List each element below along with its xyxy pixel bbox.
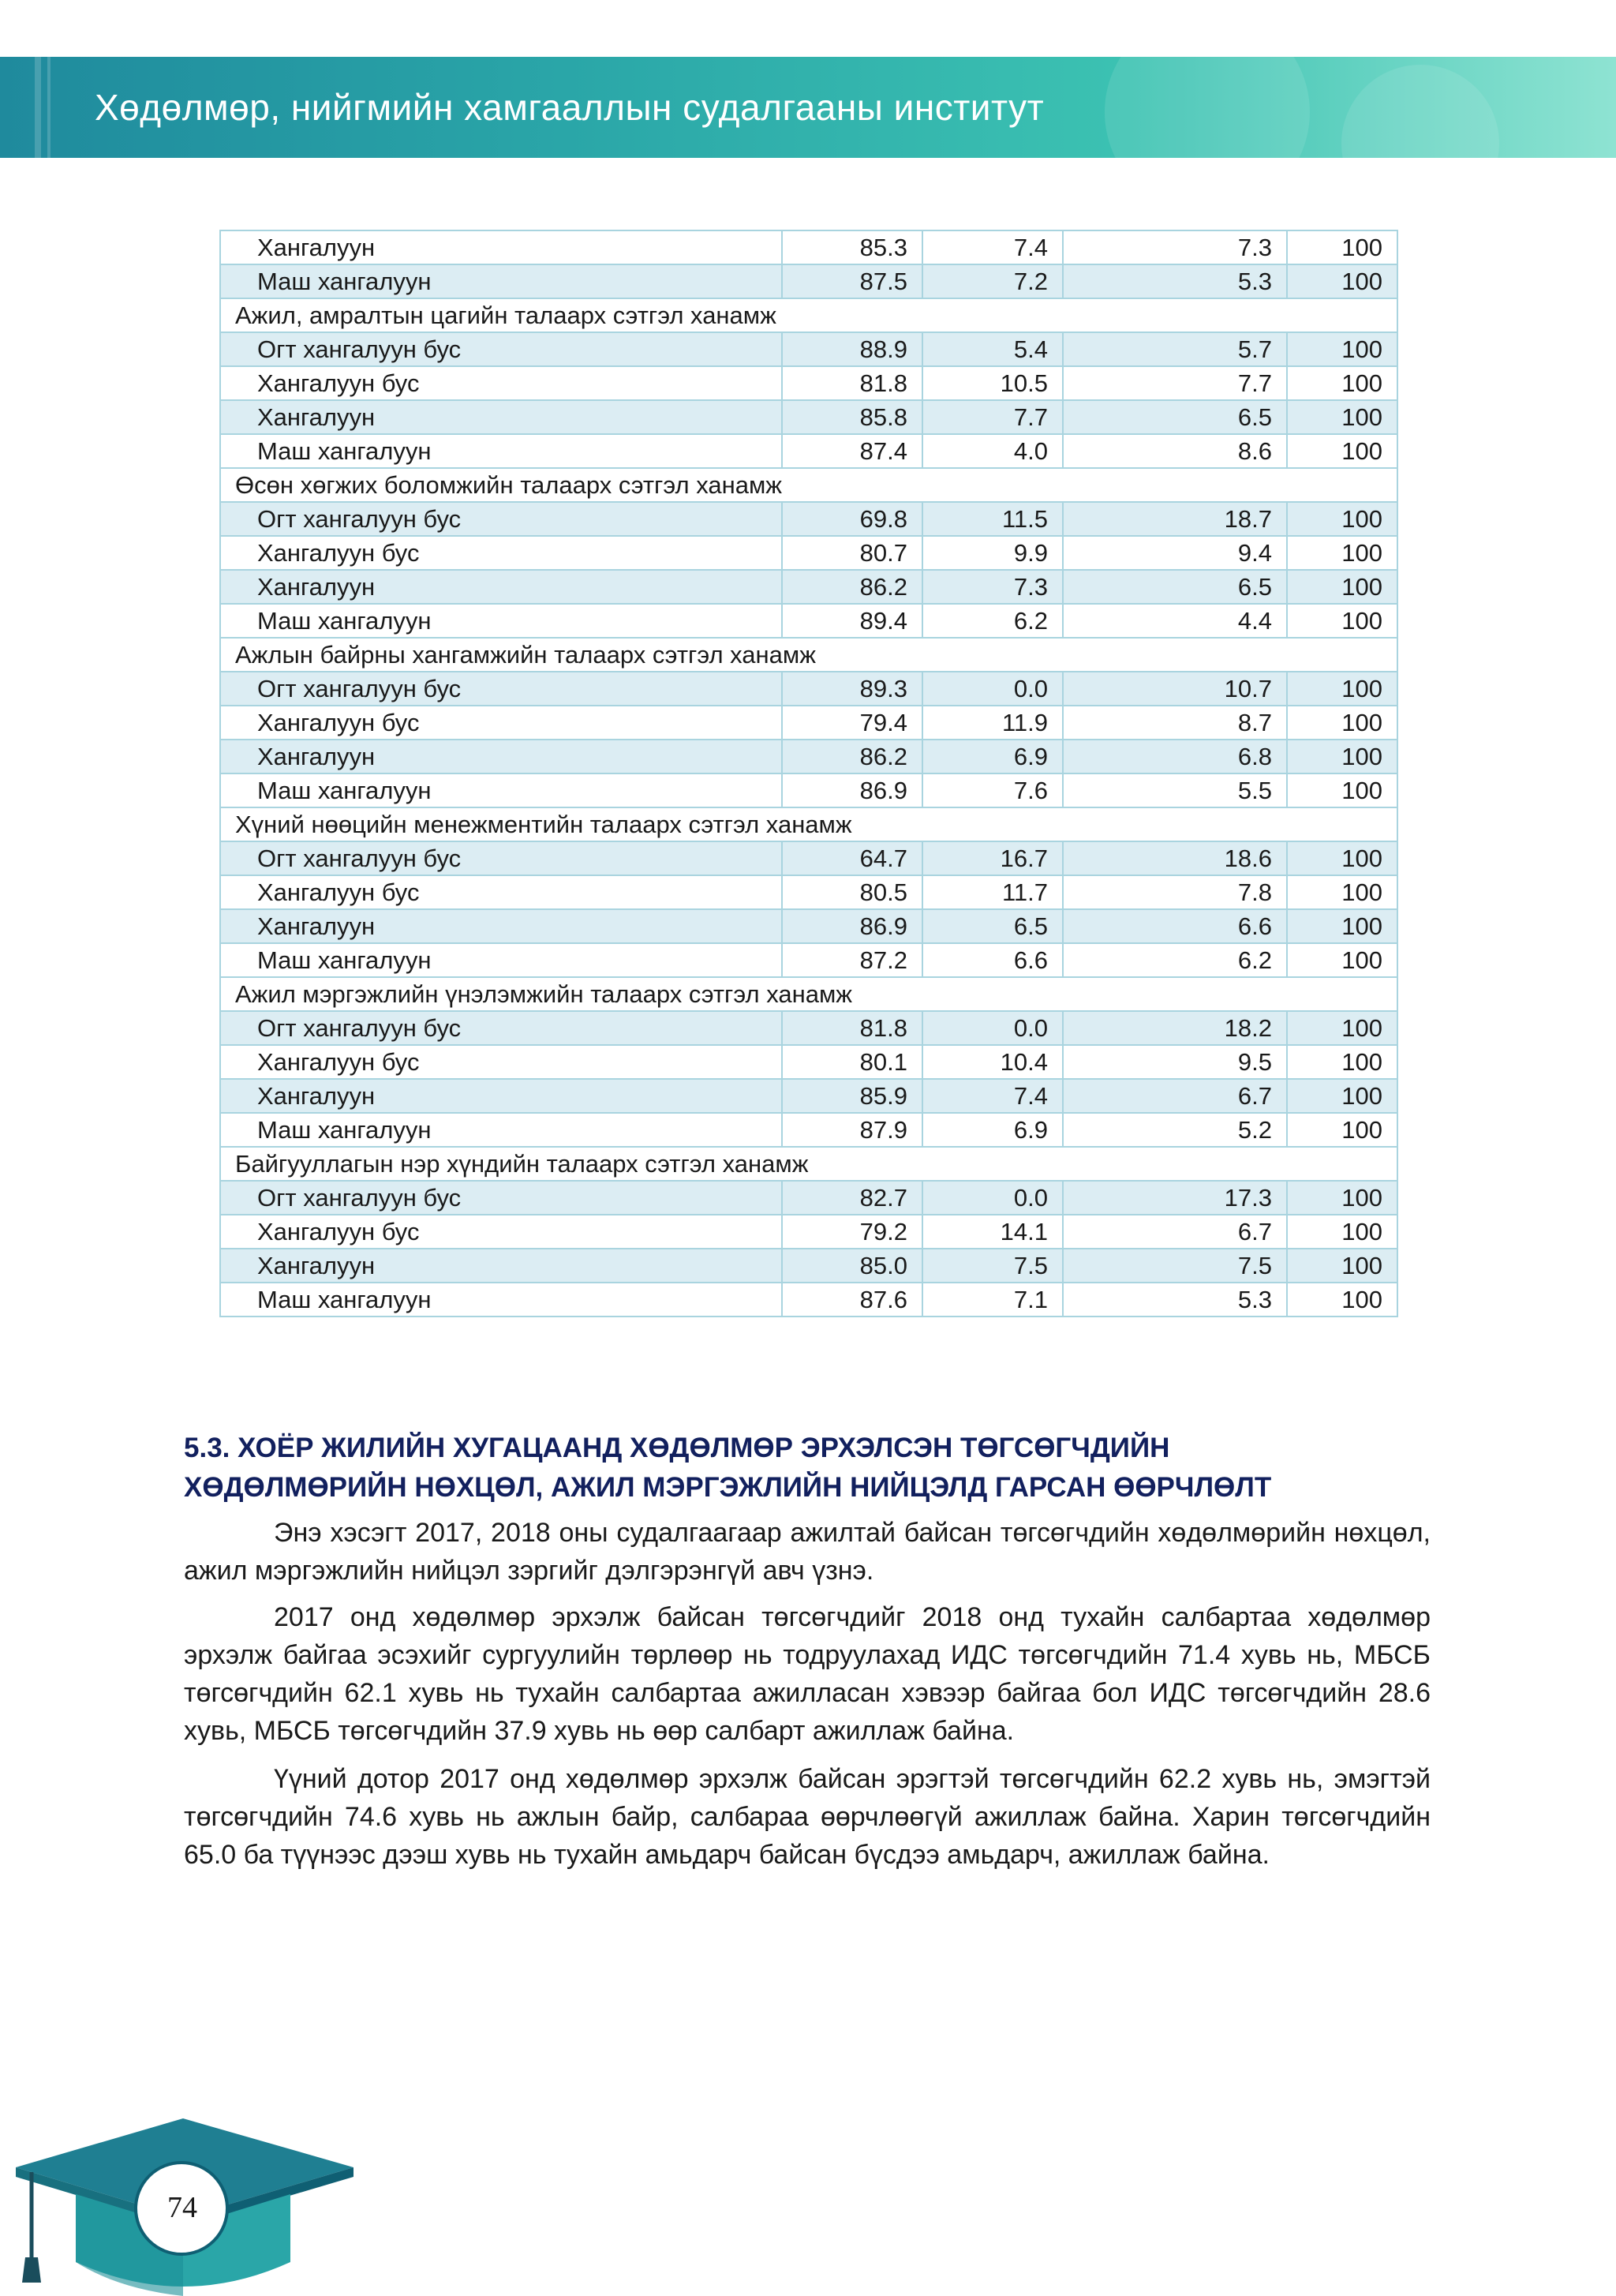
table-row bbox=[220, 536, 1397, 570]
row-label: Хангалуун бус bbox=[220, 366, 782, 400]
table-row bbox=[220, 400, 1397, 434]
row-label: Хангалуун бус bbox=[220, 706, 782, 740]
cell-value: 100 bbox=[1287, 1011, 1397, 1045]
table-group-row bbox=[220, 1147, 1397, 1181]
cell-value: 6.7 bbox=[1063, 1215, 1287, 1249]
row-label: Хангалуун bbox=[220, 400, 782, 434]
table-row bbox=[220, 264, 1397, 298]
cell-value: 8.7 bbox=[1063, 706, 1287, 740]
cell-value: 18.6 bbox=[1063, 841, 1287, 875]
banner-decoration bbox=[1341, 65, 1499, 158]
group-label: Өсөн хөгжих боломжийн талаарх сэтгэл ханамж bbox=[220, 468, 1397, 502]
row-label: Маш хангалуун bbox=[220, 604, 782, 638]
cell-value: 64.7 bbox=[782, 841, 922, 875]
cell-value: 81.8 bbox=[782, 1011, 922, 1045]
cell-value: 7.4 bbox=[922, 1079, 1063, 1113]
row-label: Хангалуун bbox=[220, 1249, 782, 1283]
cell-value: 86.2 bbox=[782, 570, 922, 604]
cell-value: 86.9 bbox=[782, 773, 922, 807]
cell-value: 100 bbox=[1287, 1045, 1397, 1079]
table-row bbox=[220, 875, 1397, 909]
cell-value: 7.7 bbox=[922, 400, 1063, 434]
cell-value: 86.9 bbox=[782, 909, 922, 943]
table-row bbox=[220, 230, 1397, 264]
cell-value: 5.5 bbox=[1063, 773, 1287, 807]
cell-value: 89.4 bbox=[782, 604, 922, 638]
table-row bbox=[220, 943, 1397, 977]
paragraph: Үүний дотор 2017 онд хөдөлмөр эрхэлж байсан эрэгтэй төгсөгчдийн 62.2 хувь нь, эмэгтэй төгсөгчдийн 74.6 хувь нь ажлын байр, салбараа өөрчлөөгүй ажиллаж байна. Харин төгсөгчдийн 65.0 ба түүнээс дээш хувь нь тухайн амьдарч байсан бүсдээ амьдарч, ажиллаж байна. bbox=[184, 1764, 1431, 1870]
table-row bbox=[220, 706, 1397, 740]
row-label: Огт хангалуун бус bbox=[220, 502, 782, 536]
row-label: Огт хангалуун бус bbox=[220, 1181, 782, 1215]
cell-value: 100 bbox=[1287, 502, 1397, 536]
table-row bbox=[220, 434, 1397, 468]
table-row bbox=[220, 1283, 1397, 1317]
table-row bbox=[220, 1181, 1397, 1215]
page-number: 74 bbox=[167, 2191, 197, 2224]
row-label: Маш хангалуун bbox=[220, 943, 782, 977]
satisfaction-table bbox=[219, 230, 1398, 1317]
group-label: Ажил мэргэжлийн үнэлэмжийн талаарх сэтгэл ханамж bbox=[220, 977, 1397, 1011]
cell-value: 7.3 bbox=[1063, 230, 1287, 264]
banner-stripe bbox=[35, 57, 41, 158]
table-row bbox=[220, 1079, 1397, 1113]
cell-value: 0.0 bbox=[922, 672, 1063, 706]
table-row bbox=[220, 841, 1397, 875]
cell-value: 100 bbox=[1287, 1215, 1397, 1249]
cell-value: 100 bbox=[1287, 773, 1397, 807]
cell-value: 11.5 bbox=[922, 502, 1063, 536]
section-heading-line-2: ХӨДӨЛМӨРИЙН НӨХЦӨЛ, АЖИЛ МЭРГЭЖЛИЙН НИЙЦЭЛД ГАРСАН ӨӨРЧЛӨЛТ bbox=[184, 1472, 1272, 1503]
cell-value: 69.8 bbox=[782, 502, 922, 536]
table-row bbox=[220, 1249, 1397, 1283]
row-label: Маш хангалуун bbox=[220, 264, 782, 298]
cell-value: 7.4 bbox=[922, 230, 1063, 264]
section-heading bbox=[184, 1429, 1431, 1508]
cell-value: 17.3 bbox=[1063, 1181, 1287, 1215]
cell-value: 87.9 bbox=[782, 1113, 922, 1147]
cell-value: 100 bbox=[1287, 400, 1397, 434]
cell-value: 100 bbox=[1287, 1079, 1397, 1113]
cell-value: 14.1 bbox=[922, 1215, 1063, 1249]
cell-value: 10.5 bbox=[922, 366, 1063, 400]
table-row bbox=[220, 332, 1397, 366]
paragraph: 2017 онд хөдөлмөр эрхэлж байсан төгсөгчдийг 2018 онд тухайн салбартаа хөдөлмөр эрхэлж байгаа эсэхийг сургуулийн төрлөөр нь тодруулахад ИДС төгсөгчдийн 71.4 хувь нь, МБСБ төгсөгчдийн 62.1 хувь нь тухайн салбартаа ажилласан хэвээр байгаа бол ИДС төгсөгчдийн 28.6 хувь, МБСБ төгсөгчдийн 37.9 хувь нь өөр салбарт ажиллаж байна. bbox=[184, 1602, 1431, 1746]
cell-value: 18.7 bbox=[1063, 502, 1287, 536]
table-row bbox=[220, 366, 1397, 400]
cell-value: 6.5 bbox=[1063, 570, 1287, 604]
row-label: Огт хангалуун бус bbox=[220, 1011, 782, 1045]
cell-value: 0.0 bbox=[922, 1011, 1063, 1045]
cell-value: 0.0 bbox=[922, 1181, 1063, 1215]
cell-value: 85.3 bbox=[782, 230, 922, 264]
cell-value: 80.7 bbox=[782, 536, 922, 570]
table-row bbox=[220, 1113, 1397, 1147]
cell-value: 6.5 bbox=[1063, 400, 1287, 434]
table-group-row bbox=[220, 977, 1397, 1011]
table-row bbox=[220, 570, 1397, 604]
table-row bbox=[220, 1045, 1397, 1079]
table-row bbox=[220, 909, 1397, 943]
cell-value: 6.5 bbox=[922, 909, 1063, 943]
cell-value: 100 bbox=[1287, 740, 1397, 773]
cell-value: 100 bbox=[1287, 264, 1397, 298]
cell-value: 7.7 bbox=[1063, 366, 1287, 400]
cell-value: 6.9 bbox=[922, 1113, 1063, 1147]
table-group-row bbox=[220, 468, 1397, 502]
cell-value: 5.7 bbox=[1063, 332, 1287, 366]
cell-value: 100 bbox=[1287, 1181, 1397, 1215]
cell-value: 6.9 bbox=[922, 740, 1063, 773]
cell-value: 6.7 bbox=[1063, 1079, 1287, 1113]
row-label: Хангалуун bbox=[220, 909, 782, 943]
table-row bbox=[220, 672, 1397, 706]
cell-value: 6.8 bbox=[1063, 740, 1287, 773]
cell-value: 6.2 bbox=[922, 604, 1063, 638]
cell-value: 9.5 bbox=[1063, 1045, 1287, 1079]
row-label: Хангалуун bbox=[220, 230, 782, 264]
row-label: Маш хангалуун bbox=[220, 773, 782, 807]
table-group-row bbox=[220, 807, 1397, 841]
cell-value: 85.8 bbox=[782, 400, 922, 434]
cell-value: 6.6 bbox=[1063, 909, 1287, 943]
cell-value: 100 bbox=[1287, 604, 1397, 638]
cell-value: 85.0 bbox=[782, 1249, 922, 1283]
cell-value: 100 bbox=[1287, 841, 1397, 875]
cell-value: 7.2 bbox=[922, 264, 1063, 298]
cell-value: 4.4 bbox=[1063, 604, 1287, 638]
cell-value: 16.7 bbox=[922, 841, 1063, 875]
cell-value: 7.1 bbox=[922, 1283, 1063, 1317]
row-label: Огт хангалуун бус bbox=[220, 672, 782, 706]
cell-value: 100 bbox=[1287, 434, 1397, 468]
cell-value: 87.5 bbox=[782, 264, 922, 298]
cell-value: 5.3 bbox=[1063, 264, 1287, 298]
cell-value: 100 bbox=[1287, 706, 1397, 740]
row-label: Хангалуун бус bbox=[220, 536, 782, 570]
cell-value: 100 bbox=[1287, 332, 1397, 366]
row-label: Хангалуун бус bbox=[220, 1215, 782, 1249]
header-banner bbox=[0, 57, 1616, 158]
row-label: Огт хангалуун бус bbox=[220, 332, 782, 366]
cell-value: 18.2 bbox=[1063, 1011, 1287, 1045]
cell-value: 100 bbox=[1287, 943, 1397, 977]
cell-value: 88.9 bbox=[782, 332, 922, 366]
cell-value: 9.9 bbox=[922, 536, 1063, 570]
table-group-row bbox=[220, 638, 1397, 672]
cell-value: 86.2 bbox=[782, 740, 922, 773]
cell-value: 79.2 bbox=[782, 1215, 922, 1249]
row-label: Хангалуун bbox=[220, 570, 782, 604]
cell-value: 80.5 bbox=[782, 875, 922, 909]
cell-value: 100 bbox=[1287, 672, 1397, 706]
row-label: Хангалуун бус bbox=[220, 1045, 782, 1079]
cell-value: 100 bbox=[1287, 1113, 1397, 1147]
row-label: Маш хангалуун bbox=[220, 1283, 782, 1317]
cell-value: 5.4 bbox=[922, 332, 1063, 366]
cell-value: 10.7 bbox=[1063, 672, 1287, 706]
table-row bbox=[220, 1215, 1397, 1249]
section-heading-line-1: 5.3. ХОЁР ЖИЛИЙН ХУГАЦААНД ХӨДӨЛМӨР ЭРХЭЛСЭН ТӨГСӨГЧДИЙН bbox=[184, 1433, 1170, 1463]
banner-stripe bbox=[47, 57, 50, 158]
group-label: Байгууллагын нэр хүндийн талаарх сэтгэл ханамж bbox=[220, 1147, 1397, 1181]
banner-decoration bbox=[1105, 57, 1310, 158]
cell-value: 100 bbox=[1287, 1249, 1397, 1283]
cell-value: 79.4 bbox=[782, 706, 922, 740]
cell-value: 7.5 bbox=[922, 1249, 1063, 1283]
table-row bbox=[220, 502, 1397, 536]
table-row bbox=[220, 604, 1397, 638]
table-group-row bbox=[220, 298, 1397, 332]
group-label: Ажил, амралтын цагийн талаарх сэтгэл ханамж bbox=[220, 298, 1397, 332]
cell-value: 100 bbox=[1287, 230, 1397, 264]
cell-value: 89.3 bbox=[782, 672, 922, 706]
cell-value: 81.8 bbox=[782, 366, 922, 400]
cell-value: 11.9 bbox=[922, 706, 1063, 740]
cell-value: 100 bbox=[1287, 536, 1397, 570]
cell-value: 7.8 bbox=[1063, 875, 1287, 909]
cell-value: 100 bbox=[1287, 875, 1397, 909]
cell-value: 7.6 bbox=[922, 773, 1063, 807]
row-label: Маш хангалуун bbox=[220, 434, 782, 468]
cell-value: 5.2 bbox=[1063, 1113, 1287, 1147]
cell-value: 100 bbox=[1287, 570, 1397, 604]
cell-value: 100 bbox=[1287, 366, 1397, 400]
cell-value: 11.7 bbox=[922, 875, 1063, 909]
cell-value: 87.4 bbox=[782, 434, 922, 468]
cell-value: 8.6 bbox=[1063, 434, 1287, 468]
cell-value: 100 bbox=[1287, 909, 1397, 943]
group-label: Ажлын байрны хангамжийн талаарх сэтгэл ханамж bbox=[220, 638, 1397, 672]
cell-value: 7.5 bbox=[1063, 1249, 1287, 1283]
cell-value: 10.4 bbox=[922, 1045, 1063, 1079]
row-label: Маш хангалуун bbox=[220, 1113, 782, 1147]
row-label: Хангалуун bbox=[220, 740, 782, 773]
header-title: Хөдөлмөр, нийгмийн хамгааллын судалгааны институт bbox=[95, 87, 1045, 128]
cell-value: 9.4 bbox=[1063, 536, 1287, 570]
group-label: Хүний нөөцийн менежментийн талаарх сэтгэл ханамж bbox=[220, 807, 1397, 841]
row-label: Хангалуун bbox=[220, 1079, 782, 1113]
row-label: Хангалуун бус bbox=[220, 875, 782, 909]
table-row bbox=[220, 740, 1397, 773]
cell-value: 100 bbox=[1287, 1283, 1397, 1317]
cell-value: 4.0 bbox=[922, 434, 1063, 468]
table-row bbox=[220, 773, 1397, 807]
cell-value: 85.9 bbox=[782, 1079, 922, 1113]
table-row bbox=[220, 1011, 1397, 1045]
paragraph: Энэ хэсэгт 2017, 2018 оны судалгаагаар ажилтай байсан төгсөгчдийн хөдөлмөрийн нөхцөл, ажил мэргэжлийн нийцэл зэргийг дэлгэрэнгүй авч үзнэ. bbox=[184, 1518, 1431, 1586]
cell-value: 6.2 bbox=[1063, 943, 1287, 977]
cell-value: 87.2 bbox=[782, 943, 922, 977]
cell-value: 6.6 bbox=[922, 943, 1063, 977]
cell-value: 82.7 bbox=[782, 1181, 922, 1215]
cell-value: 80.1 bbox=[782, 1045, 922, 1079]
cell-value: 7.3 bbox=[922, 570, 1063, 604]
cell-value: 87.6 bbox=[782, 1283, 922, 1317]
row-label: Огт хангалуун бус bbox=[220, 841, 782, 875]
cell-value: 5.3 bbox=[1063, 1283, 1287, 1317]
